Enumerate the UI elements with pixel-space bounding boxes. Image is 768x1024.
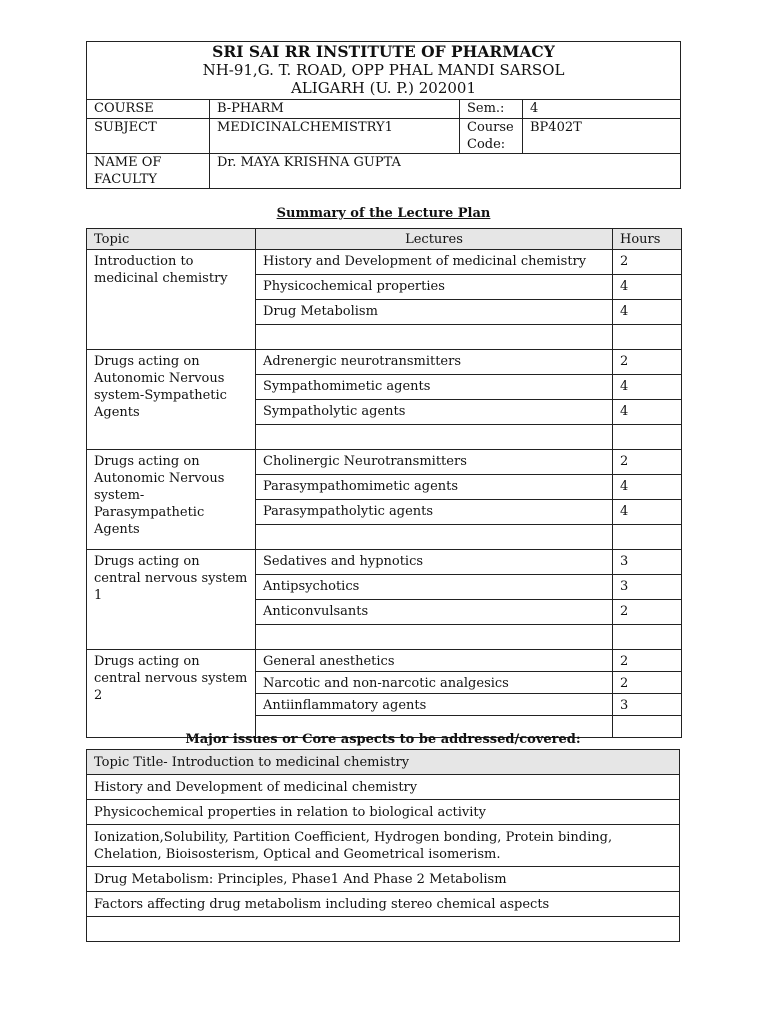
subject-value: MEDICINALCHEMISTRY1 (210, 119, 460, 154)
lecture-cell (256, 625, 613, 650)
hours-cell: 2 (613, 650, 682, 672)
sem-value: 4 (523, 100, 681, 119)
core-aspect-row (87, 892, 680, 917)
col-lectures-header: Lectures (256, 229, 613, 250)
lecture-cell: Sympathomimetic agents (256, 375, 613, 400)
lecture-cell: Antipsychotics (256, 575, 613, 600)
course-code-value: BP402T (523, 119, 681, 154)
core-aspect-cell: Ionization,Solubility, Partition Coefficient, Hydrogen bonding, Protein binding, Chelation, Bioisosterism, Optical and Geometrical isomerism. (87, 825, 680, 867)
lecture-row (87, 250, 682, 275)
core-aspects-title: Major issues or Core aspects to be addressed/covered: (185, 732, 581, 747)
course-value: B-PHARM (210, 100, 460, 119)
lecture-cell: Adrenergic neurotransmitters (256, 350, 613, 375)
lecture-plan-table (86, 228, 682, 738)
lecture-row (87, 550, 682, 575)
core-aspect-cell: Factors affecting drug metabolism including stereo chemical aspects (87, 892, 680, 917)
hours-cell: 2 (613, 250, 682, 275)
core-aspect-row (87, 825, 680, 867)
hours-cell: 3 (613, 575, 682, 600)
faculty-label: NAME OF FACULTY (87, 154, 210, 189)
hours-cell (613, 325, 682, 350)
hours-cell (613, 625, 682, 650)
faculty-value: Dr. MAYA KRISHNA GUPTA (210, 154, 681, 189)
core-aspect-cell (87, 917, 680, 942)
core-aspects-table (86, 749, 680, 942)
hours-cell: 4 (613, 475, 682, 500)
institute-block (87, 42, 681, 100)
hours-cell (613, 425, 682, 450)
core-aspect-cell: Physicochemical properties in relation to biological activity (87, 800, 680, 825)
lecture-row (87, 650, 682, 672)
hours-cell: 2 (613, 600, 682, 625)
col-hours-header: Hours (613, 229, 682, 250)
core-topic-title: Topic Title- Introduction to medicinal chemistry (87, 750, 680, 775)
core-aspect-cell: History and Development of medicinal chemistry (87, 775, 680, 800)
topic-cell: Drugs acting on central nervous system 1 (87, 550, 256, 650)
lecture-cell: Narcotic and non-narcotic analgesics (256, 672, 613, 694)
topic-cell: Drugs acting on Autonomic Nervous system-Parasympathetic Agents (87, 450, 256, 550)
topic-cell: Drugs acting on central nervous system 2 (87, 650, 256, 738)
lecture-cell: Sympatholytic agents (256, 400, 613, 425)
course-code-label: Course Code: (460, 119, 523, 154)
col-topic-header: Topic (87, 229, 256, 250)
lecture-cell: General anesthetics (256, 650, 613, 672)
lecture-cell: Anticonvulsants (256, 600, 613, 625)
hours-cell: 4 (613, 300, 682, 325)
hours-cell: 2 (613, 672, 682, 694)
lecture-cell: History and Development of medicinal chemistry (256, 250, 613, 275)
core-topic-title-row (87, 750, 680, 775)
lecture-plan-body (87, 229, 682, 738)
lecture-cell: Physicochemical properties (256, 275, 613, 300)
lecture-plan-header-row (87, 229, 682, 250)
hours-cell: 4 (613, 375, 682, 400)
core-aspects-body (87, 750, 680, 942)
lecture-row (87, 450, 682, 475)
hours-cell: 4 (613, 400, 682, 425)
core-aspect-row (87, 800, 680, 825)
lecture-cell (256, 525, 613, 550)
core-aspect-row (87, 917, 680, 942)
core-aspect-row (87, 867, 680, 892)
institute-name: SRI SAI RR INSTITUTE OF PHARMACY (212, 42, 555, 61)
hours-cell: 2 (613, 450, 682, 475)
lecture-row (87, 350, 682, 375)
lecture-plan-title: Summary of the Lecture Plan (276, 206, 491, 221)
lecture-cell (256, 325, 613, 350)
lecture-cell: Parasympatholytic agents (256, 500, 613, 525)
sem-label: Sem.: (460, 100, 523, 119)
hours-cell: 3 (613, 550, 682, 575)
lecture-cell: Sedatives and hypnotics (256, 550, 613, 575)
lecture-cell: Drug Metabolism (256, 300, 613, 325)
lecture-cell: Parasympathomimetic agents (256, 475, 613, 500)
hours-cell: 3 (613, 694, 682, 716)
address-line-2: ALIGARH (U. P.) 202001 (290, 79, 477, 97)
lecture-cell (256, 425, 613, 450)
hours-cell: 2 (613, 350, 682, 375)
topic-cell: Drugs acting on Autonomic Nervous system-Sympathetic Agents (87, 350, 256, 450)
lecture-cell: Antiinflammatory agents (256, 694, 613, 716)
address-line-1: NH-91,G. T. ROAD, OPP PHAL MANDI SARSOL (202, 61, 565, 79)
hours-cell (613, 525, 682, 550)
hours-cell: 4 (613, 275, 682, 300)
subject-label: SUBJECT (87, 119, 210, 154)
hours-cell: 4 (613, 500, 682, 525)
topic-cell: Introduction to medicinal chemistry (87, 250, 256, 350)
core-aspect-cell: Drug Metabolism: Principles, Phase1 And Phase 2 Metabolism (87, 867, 680, 892)
core-aspect-row (87, 775, 680, 800)
course-label: COURSE (87, 100, 210, 119)
institute-header-table (86, 41, 681, 189)
lecture-cell: Cholinergic Neurotransmitters (256, 450, 613, 475)
